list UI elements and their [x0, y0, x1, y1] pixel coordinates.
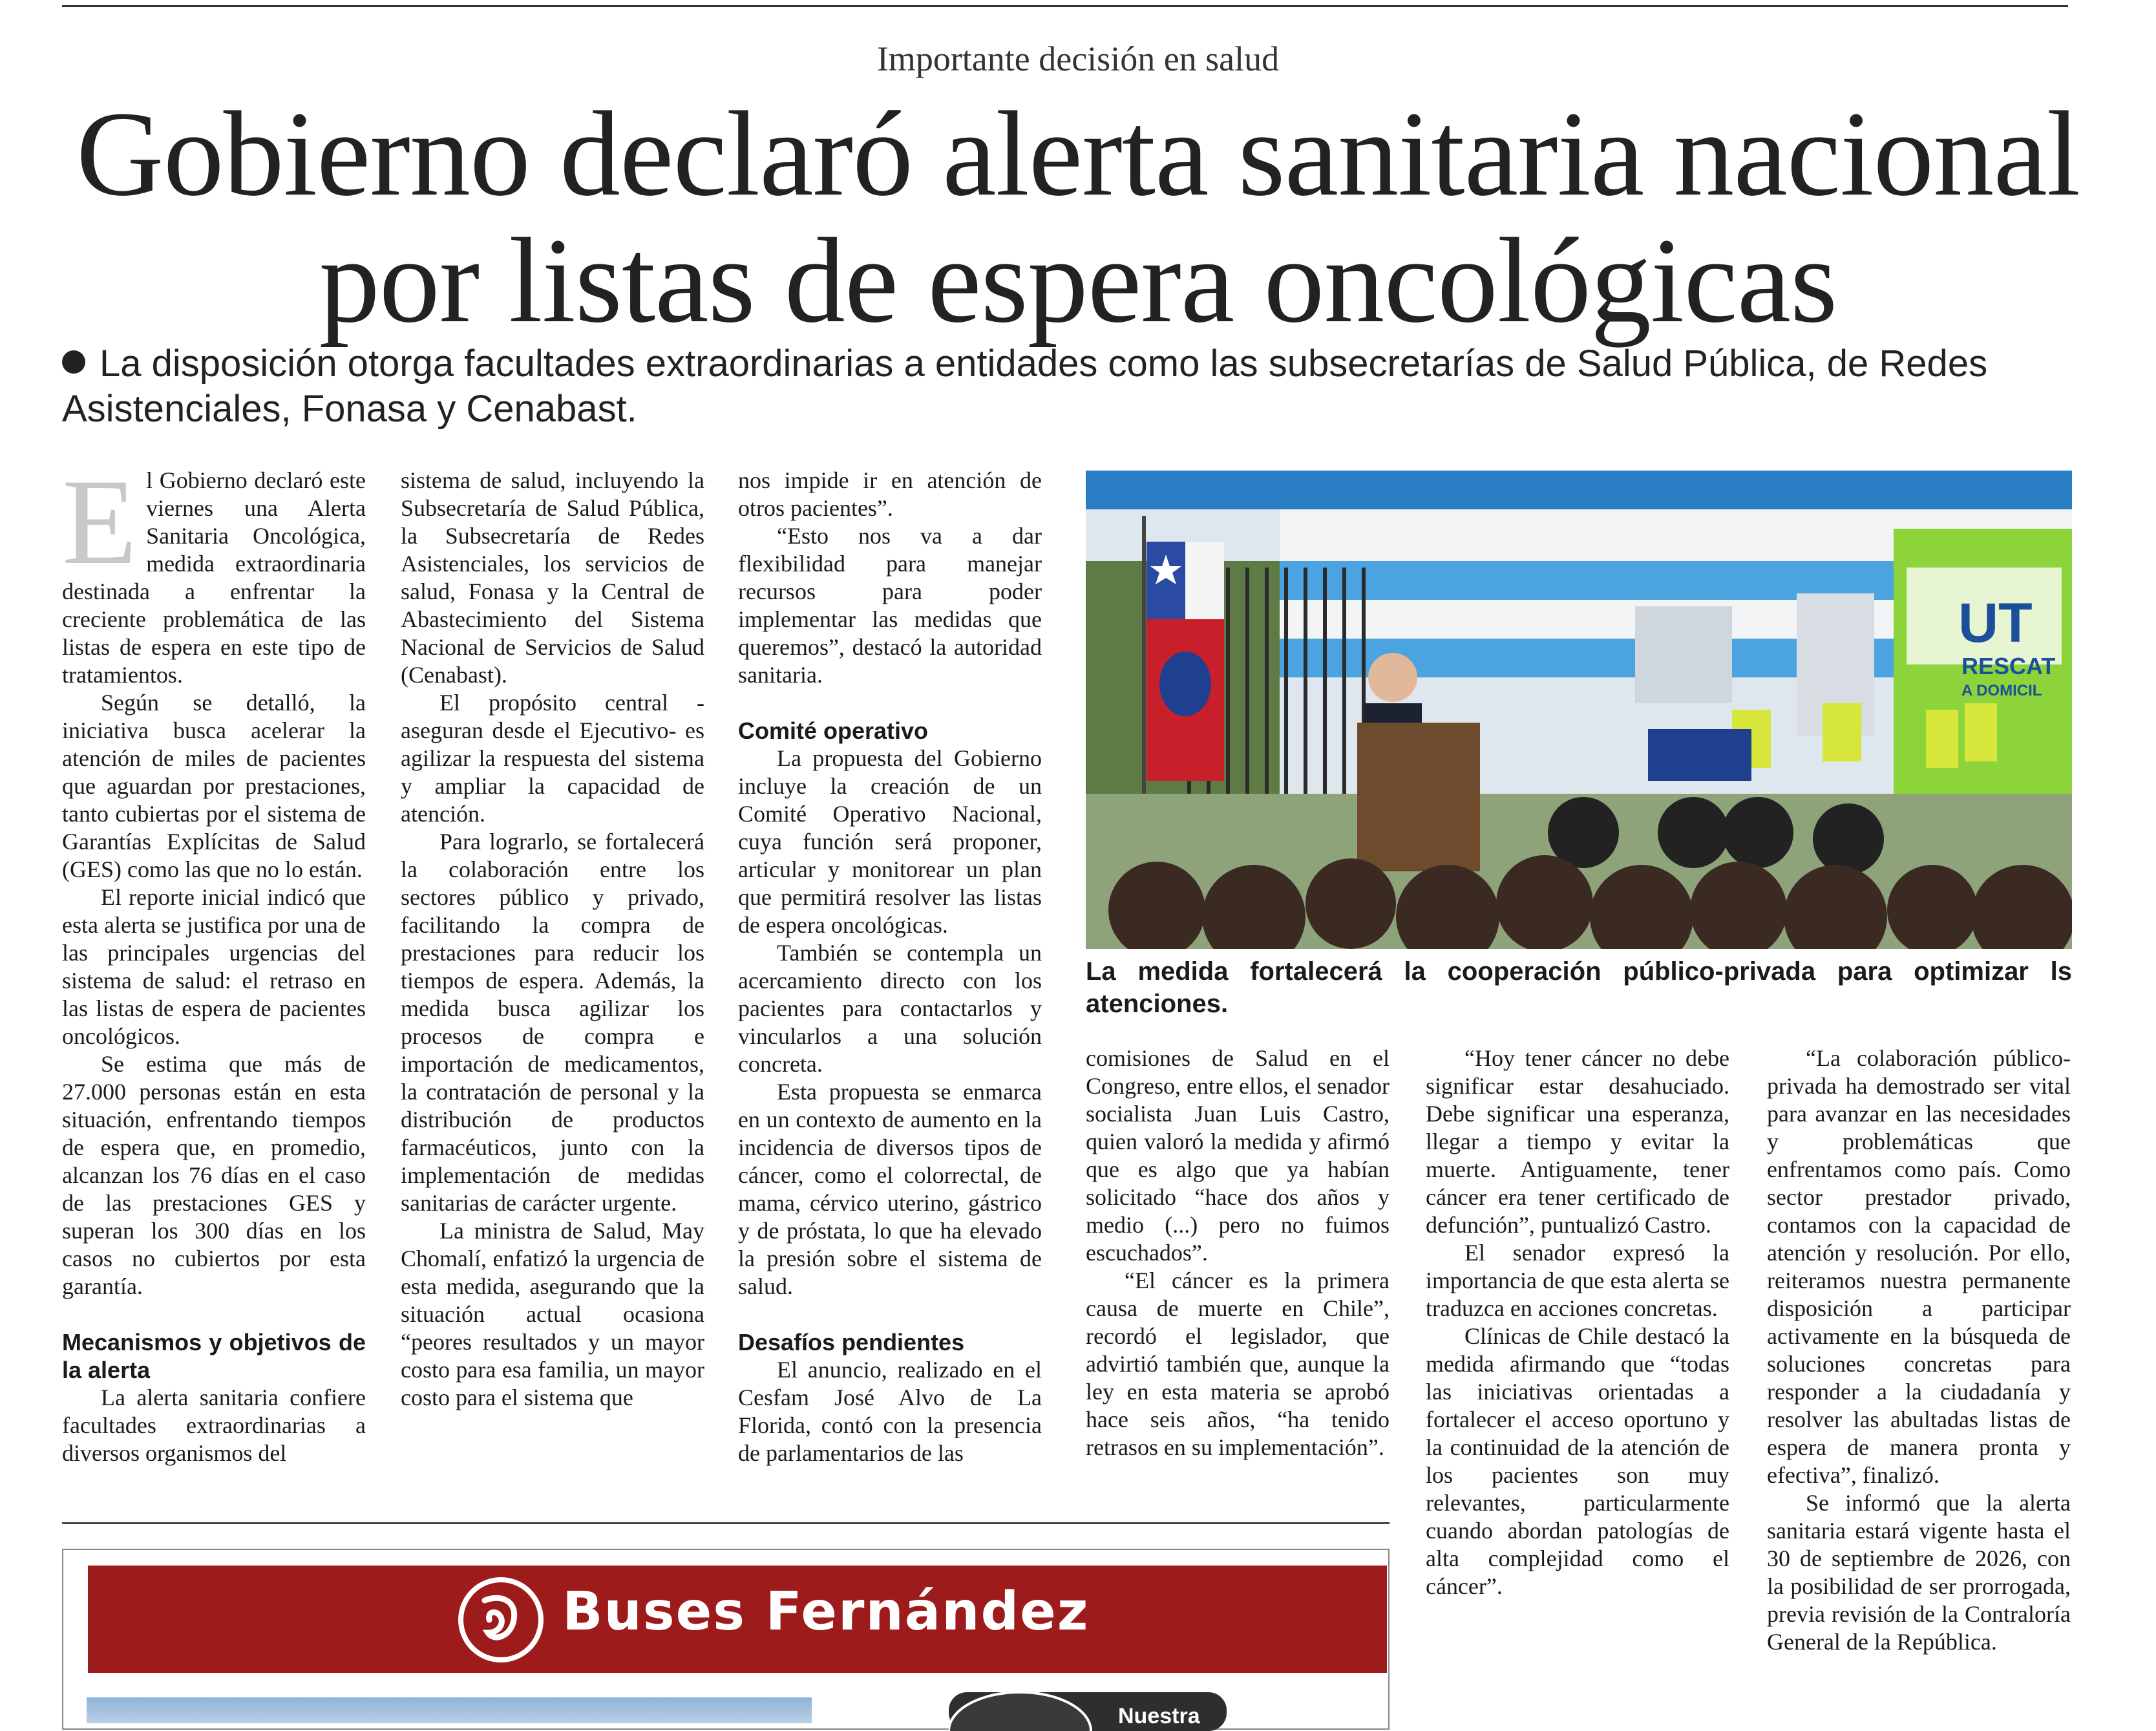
article-column-6 — [1767, 1045, 2071, 1656]
advertiser-name: Buses Fernández — [562, 1581, 1090, 1642]
paragraph: La propuesta del Gobierno incluye la creación de un Comité Operativo Nacional, cuya función será proponer, articular y monitorear un plan que permitirá resolver las listas de espera oncológicas. — [738, 745, 1042, 938]
headline-line-1: Gobierno declaró alerta sanitaria nacional — [76, 86, 2080, 221]
paragraph: El reporte inicial indicó que esta alerta se justifica por una de las principales urgencias del sistema de salud: el retraso en las listas de espera de pacientes oncológicos. — [62, 884, 366, 1049]
drop-cap: E — [62, 454, 138, 590]
advertisement-badge-text: Nuestra — [1118, 1704, 1200, 1728]
paragraph: comisiones de Salud en el Congreso, entre ellos, el senador socialista Juan Luis Castro, quien valoró la medida y afirmó que es algo que ya habían solicitado “hace dos años y medio (...) pero no fuimos escuchados”. — [1086, 1045, 1390, 1266]
article-column-3 — [738, 467, 1042, 1467]
article-column-2 — [401, 467, 704, 1412]
paragraph: Se informó que la alerta sanitaria estará vigente hasta el 30 de septiembre de 2026, con la posibilidad de ser prorrogada, previa revisión de la Contraloría General de la República. — [1767, 1490, 2071, 1655]
advertisement-photo — [87, 1697, 812, 1723]
section-divider — [62, 1522, 1390, 1524]
article-column-5 — [1426, 1045, 1729, 1600]
paragraph: El anuncio, realizado en el Cesfam José Alvo de La Florida, contó con la presencia de parlamentarios de las — [738, 1357, 1042, 1466]
paragraph: El senador expresó la importancia de que esta alerta se traduzca en acciones concretas. — [1426, 1240, 1729, 1321]
article-column-1 — [62, 454, 366, 1467]
paragraph: El propósito central -aseguran desde el Ejecutivo- es agilizar la respuesta del sistema y ampliar la capacidad de atención. — [401, 690, 704, 827]
ambulance-label: RESCAT — [1961, 653, 2056, 679]
dek-text: La disposición otorga facultades extraordinarias a entidades como las subsecretarías de Salud Pública, de Redes Asistenciales, Fonasa y Cenabast. — [62, 343, 1988, 430]
subheading: Mecanismos y objetivos de la alerta — [62, 1329, 366, 1383]
paragraph: La ministra de Salud, May Chomalí, enfatizó la urgencia de esta medida, asegurando que la situación actual ocasiona “peores resultados y un mayor costo para esa familia, un mayor costo para el sistema que — [401, 1218, 704, 1410]
paragraph: Esta propuesta se enmarca en un contexto de aumento en la incidencia de diversos tipos de cáncer, como el colorrectal, de mama, cérvico uterino, gástrico y de próstata, lo que ha elevado la presión sobre el sistema de salud. — [738, 1079, 1042, 1299]
paragraph: Clínicas de Chile destacó la medida afirmando que “todas las iniciativas orientadas a fortalecer el acceso oportuno y la continuidad de la atención de los pacientes son muy relevantes, particularmente cuando abordan patologías de alta complejidad como el cáncer”. — [1426, 1323, 1729, 1599]
paragraph — [62, 454, 366, 689]
subheading: Desafíos pendientes — [738, 1329, 965, 1355]
paragraph: “El cáncer es la primera causa de muerte en Chile”, recordó el legislador, que advirtió también que, aunque la ley en esta materia se aprobó hace seis años, “ha tenido retrasos en su implementación”. — [1086, 1268, 1390, 1460]
photo-illustration — [1086, 471, 2072, 949]
top-rule — [62, 0, 2068, 7]
paragraph: nos impide ir en atención de otros pacientes”. — [738, 467, 1042, 521]
article-column-4 — [1086, 1045, 1390, 1461]
bus-company-logo-icon — [456, 1575, 546, 1665]
dek — [62, 341, 2072, 432]
ambulance-label: UT — [1958, 592, 2033, 654]
photo-caption: La medida fortalecerá la cooperación público-privada para optimizar ls atenciones. — [1086, 957, 2072, 1018]
paragraph: sistema de salud, incluyendo la Subsecretaría de Salud Pública, la Subsecretaría de Redes Asistenciales, los servicios de salud, Fonasa y la Central de Abastecimiento del Sistema Nacional de Servicios de Salud (Cenabast). — [401, 467, 704, 688]
headline-line-2: por listas de espera oncológicas — [319, 213, 1837, 348]
bullet-icon — [62, 350, 85, 374]
paragraph: Se estima que más de 27.000 personas están en esta situación, enfrentando tiempos de espera que, en promedio, alcanzan los 76 días en el caso de las prestaciones GES y superan los 300 días en los casos no cubiertos por esta garantía. — [62, 1051, 366, 1299]
kicker: Importante decisión en salud — [876, 39, 1280, 78]
paragraph: Para lograrlo, se fortalecerá la colaboración entre los sectores público y privado, facilitando la compra de prestaciones para reducir los tiempos de espera. Además, la medida busca agilizar los procesos de compra e importación de medicamentos, la contratación de personal y la distribución de productos farmacéuticos, junto con la implementación de medidas sanitarias de carácter urgente. — [401, 829, 704, 1216]
paragraph: “Esto nos va a dar flexibilidad para manejar recursos para poder implementar las medidas que queremos”, destacó la autoridad sanitaria. — [738, 523, 1042, 688]
paragraph: La alerta sanitaria confiere facultades extraordinarias a diversos organismos del — [62, 1385, 366, 1466]
paragraph: Según se detalló, la iniciativa busca acelerar la atención de miles de pacientes que aguardan por prestaciones, tanto cubiertas por el sistema de Garantías Explícitas de Salud (GES) como las que no lo están. — [62, 690, 366, 882]
paragraph: “La colaboración público-privada ha demostrado ser vital para avanzar en las necesidades y problemáticas que enfrentamos como país. Como sector prestador privado, contamos con la capacidad de atención y resolución. Por ello, reiteramos nuestra permanente disposición a participar activamente en la búsqueda de soluciones concretas para responder a la ciudadanía y resolver las abultadas listas de espera de manera pronta y efectiva”, finalizó. — [1767, 1045, 2071, 1488]
paragraph-text: l Gobierno declaró este viernes una Alerta Sanitaria Oncológica, medida extraordinaria destinada a enfrentar la creciente problemática de las listas de espera en este tipo de tratamientos. — [62, 467, 366, 688]
ambulance-label: A DOMICIL — [1961, 682, 2042, 699]
paragraph: “Hoy tener cáncer no debe significar estar desahuciado. Debe significar una esperanza, llegar a tiempo y evitar la muerte. Antiguamente, tener cáncer era tener certificado de defunción”, puntualizó Castro. — [1426, 1045, 1729, 1238]
subheading: Comité operativo — [738, 717, 929, 744]
headline — [39, 86, 2117, 348]
news-photo — [1086, 471, 2072, 949]
paragraph: También se contempla un acercamiento directo con los pacientes para contactarlos y vincularlos a una solución concreta. — [738, 940, 1042, 1077]
